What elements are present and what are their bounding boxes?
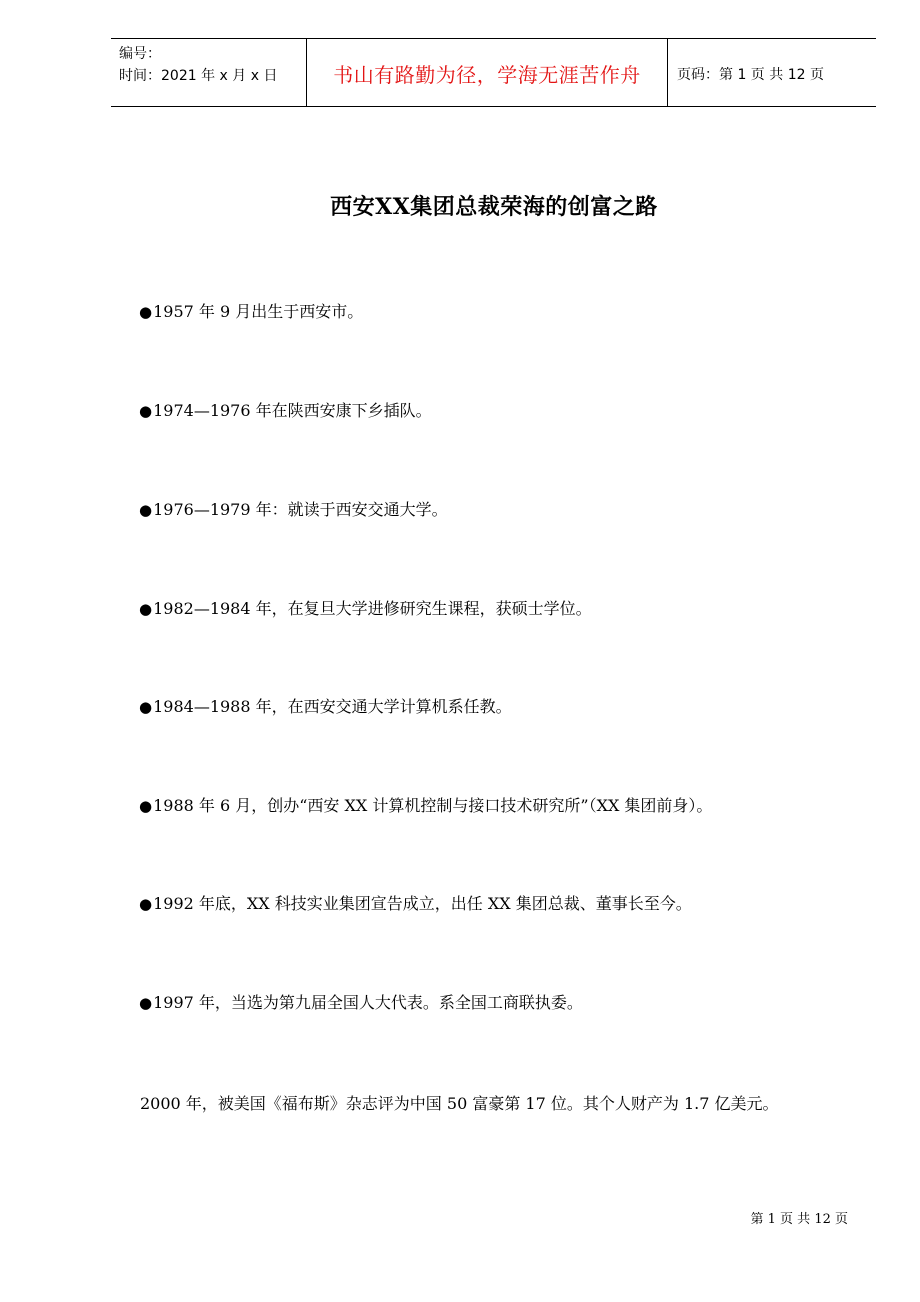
timeline-entry (139, 596, 592, 619)
timeline-entry (139, 1091, 779, 1114)
bullet-icon: ● (139, 501, 153, 519)
entry-text: 1957 年 9 月出生于西安市。 (153, 302, 364, 321)
document-title: 西安XX集团总裁荣海的创富之路 (330, 194, 658, 220)
page-header (111, 38, 876, 107)
header-page-info: 页码：第 1 页 共 12 页 (677, 66, 824, 83)
bullet-icon: ● (139, 797, 153, 815)
timeline-entry (139, 398, 432, 421)
entry-text: 1988 年 6 月，创办“西安 XX 计算机控制与接口技术研究所”（XX 集团前身）。 (153, 796, 713, 815)
entry-text: 1982—1984 年，在复旦大学进修研究生课程，获硕士学位。 (153, 599, 592, 618)
timeline-entry (139, 299, 363, 322)
document-date-label: 时间：2021 年 x 月 x 日 (119, 68, 278, 84)
entry-text: 1974—1976 年在陕西安康下乡插队。 (153, 401, 432, 420)
entry-text: 2000 年，被美国《福布斯》杂志评为中国 50 富豪第 17 位。其个人财产为 1.7 亿美元。 (140, 1094, 779, 1113)
bullet-icon: ● (139, 895, 153, 913)
bullet-icon: ● (139, 303, 153, 321)
entry-text: 1976—1979 年：就读于西安交通大学。 (153, 500, 448, 519)
entry-text: 1992 年底，XX 科技实业集团宣告成立，出任 XX 集团总裁、董事长至今。 (153, 894, 692, 913)
page-footer: 第 1 页 共 12 页 (750, 1212, 848, 1227)
timeline-entry (139, 793, 712, 816)
timeline-entry (139, 891, 692, 914)
document-number-label: 编号： (119, 46, 161, 62)
bullet-icon: ● (139, 402, 153, 420)
timeline-entry (139, 497, 448, 520)
header-motto: 书山有路勤为径，学海无涯苦作舟 (333, 63, 641, 87)
entry-text: 1997 年，当选为第九届全国人大代表。系全国工商联执委。 (153, 993, 583, 1012)
bullet-icon: ● (139, 600, 153, 618)
header-meta (119, 43, 277, 87)
bullet-icon: ● (139, 994, 153, 1012)
timeline-entry (139, 990, 583, 1013)
bullet-icon: ● (139, 698, 153, 716)
timeline-entry (139, 694, 512, 717)
entry-text: 1984—1988 年，在西安交通大学计算机系任教。 (153, 697, 512, 716)
header-divider (667, 39, 668, 106)
